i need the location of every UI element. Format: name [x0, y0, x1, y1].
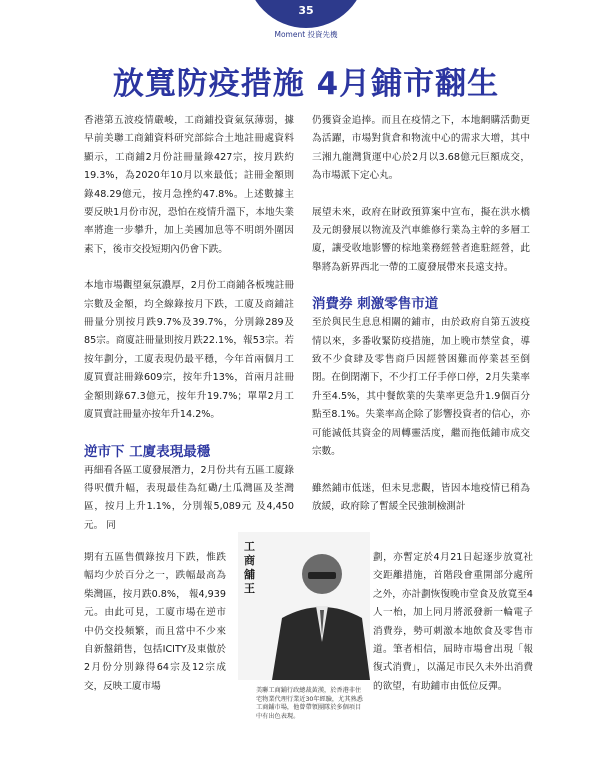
right-column — [312, 112, 530, 516]
page-number: 35 — [298, 4, 314, 17]
paragraph: 至於與民生息息相關的鋪市，由於政府自第五波疫情以來，多番收緊防疫措施，加上晚市禁堂食，導致不少食肆及零售商戶因經營困難而停業甚至倒閉。在倒閉潮下，不少打工仔手停口停，2月失業率升至4.5%，其中餐飲業的失業率更急升1.9個百分點至8.1%。失業率高企除了影響投資者的信心，亦可能減低其資金的周轉靈活度，繼而拖低鋪市成交宗數。 — [312, 317, 530, 458]
section-heading: 逆市下 工廈表現最穩 — [84, 443, 211, 460]
paragraph: 仍獲資金追捧。而且在疫情之下，本地網購活動更為活躍，市場對貨倉和物流中心的需求大增，其中三湘九龍灣貨運中心於2月以3.68億元巨額成交，為市場派下定心丸。 — [312, 115, 530, 182]
right-lower-column — [373, 549, 533, 696]
author-name: 工商舖 王 — [244, 540, 255, 595]
paragraph: 劃，亦暫定於4月21日起逐步放寬社交距離措施，首階段會重開部分處所之外，亦計劃恢復晚市堂食及放寬至4人一枱，加上同月將派發新一輪電子消費券，勢可刺激本地飲食及零售市道。筆者相信，屆時市場會出現「報復式消費」，以滿足市民久未外出消費的欲望，有助鋪市由低位反彈。 — [373, 552, 533, 692]
magazine-label: Moment 投資先機 — [274, 30, 338, 39]
paragraph: 香港第五波疫情嚴峻，工商鋪投資氣氛薄弱，據早前美聯工商鋪資料研究部綜合土地註冊處資料顯示，工商鋪2月份註冊量錄427宗，按月跌約19.3%，為2020年10月以來最低；註冊金額則錄48.29億元，按月急挫約47.8%。上述數據主要反映1月份市況，恐怕在疫情升溫下，本地失業率將進一步攀升，加上美國加息等不明朗外圍因素下，後市交投短期內仍會下跌。 — [84, 115, 294, 255]
paragraph: 再細看各區工廈發展潛力，2月份共有五區工廈錄得呎價升幅，表現最佳為紅磡/土瓜灣區及荃灣區，按月上升1.1%，分別報5,089元 及4,450元。 同 — [84, 464, 294, 531]
page-number-tab — [246, 0, 366, 28]
left-column — [84, 112, 294, 535]
section-heading: 消費券 刺激零售市道 — [312, 296, 439, 313]
author-caption-box — [238, 683, 370, 745]
author-caption: 美聯工商鋪行政總裁黃漢，於香港非住宅物業代理行業近30年經驗，尤其熟悉工商鋪市場，他曾帶領團隊於多個項目中有出色表現。 — [256, 687, 363, 720]
paragraph: 期有五區售價錄按月下跌，惟跌幅均少於百分之一，跌幅最高為柴灣區，按月跌0.8%， 報4,939元。由此可見，工廈市場在逆市中仍交投頻繁，而且當中不少來自新盤銷售，包括ICITY及東傲於2月份分別錄得64宗及12宗成交，反映工廈市場 — [84, 552, 226, 692]
page-title: 放寬防疫措施 4月鋪市翻生 — [112, 66, 500, 102]
paragraph: 本地市場觀望氣氛濃厚，2月份工商鋪各板塊註冊宗數及金額，均全線錄按月下跌，工廈及商鋪註冊量分別按月跌9.7%及39.7%，分別錄289及85宗。商廈註冊量則按月跌22.1%，報53宗。若按年劃分，工廈表現仍最平穩，今年首兩個月工廈買賣註冊錄609宗，按年升13%，首兩月註冊金額則錄67.3億元，按年升19.7%；單單2月工廈買賣註冊量亦按年升14.2%。 — [84, 280, 294, 421]
paragraph: 雖然鋪市低迷，但未見悲觀，皆因本地疫情已稍為放緩，政府除了暫緩全民強制檢測計 — [312, 482, 530, 512]
paragraph: 展望未來，政府在財政預算案中宣布，擬在洪水橋及元朗發展以物流及汽車維修行業為主幹的多層工廈，讓受收地影響的棕地業務經營者進駐經營，此舉將為新界西北一帶的工廈發展帶來長遠支持。 — [312, 206, 530, 273]
left-lower-column — [84, 549, 226, 696]
